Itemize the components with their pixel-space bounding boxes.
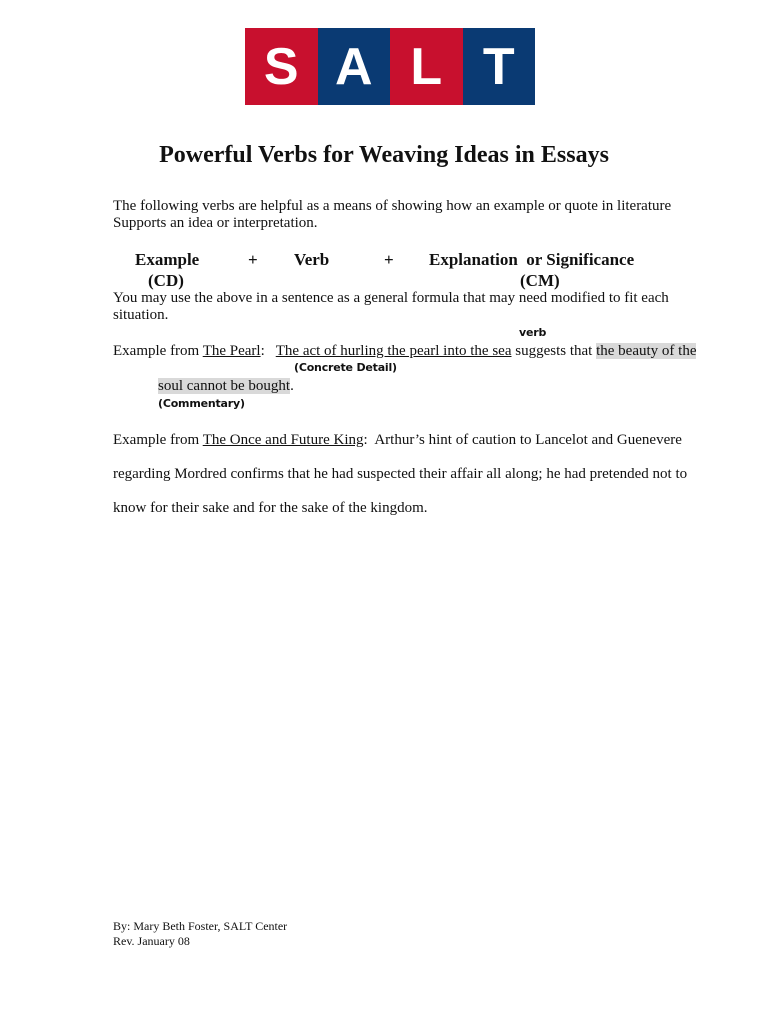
formula-example: Example [135,250,200,269]
example2-line2: regarding Mordred confirms that he had suspected their affair all along; he had pretended not to [113,466,688,482]
intro-paragraph: The following verbs are helpful as a means of showing how an example or quote in literature Supports an idea or interpretation. [113,198,672,231]
formula-plus-1: + [248,250,258,269]
example1-colon: : [260,343,276,359]
formula-plus-2: + [384,250,394,269]
formula-verb: Verb [294,250,330,269]
page-title: Powerful Verbs for Weaving Ideas in Essays [159,142,609,168]
example2-prefix: Example from [113,432,203,448]
logo-letter-t: T [463,28,536,105]
formula-explanation: Explanation or Significance [429,250,635,269]
example1-verb-phrase: suggests that [511,343,597,359]
example1-book-title: The Pearl [202,343,261,359]
usage-paragraph: You may use the above in a sentence as a general formula that may need modified to fit each situation. [113,290,669,323]
formula-cm: (CM) [520,271,560,290]
verb-tag: verb [519,326,547,339]
formula-cd: (CD) [148,271,184,290]
concrete-detail-tag: (Concrete Detail) [294,361,397,374]
example1-commentary-part1: the beauty of the [596,343,697,359]
example1-commentary-part2: soul cannot be bought [158,378,291,394]
example1-period: . [290,378,294,394]
example2-line3: know for their sake and for the sake of the kingdom. [113,500,428,516]
example1-prefix: Example from [113,343,203,359]
example2-line1 [113,432,682,449]
example1-concrete-detail: The act of hurling the pearl into the sea [275,343,512,359]
logo-letter-a: A [318,28,391,105]
footer-revision: Rev. January 08 [113,934,190,948]
logo-letter-l: L [390,28,463,105]
salt-logo [245,28,535,105]
logo-letter-s: S [245,28,318,105]
footer-author: By: Mary Beth Foster, SALT Center [113,919,288,933]
commentary-tag: (Commentary) [158,397,245,410]
example1-line2 [158,378,294,395]
example2-book-title: The Once and Future King [202,432,364,448]
example1-line1 [113,343,696,360]
example2-line1-rest: : Arthur’s hint of caution to Lancelot and Guenevere [363,432,682,448]
